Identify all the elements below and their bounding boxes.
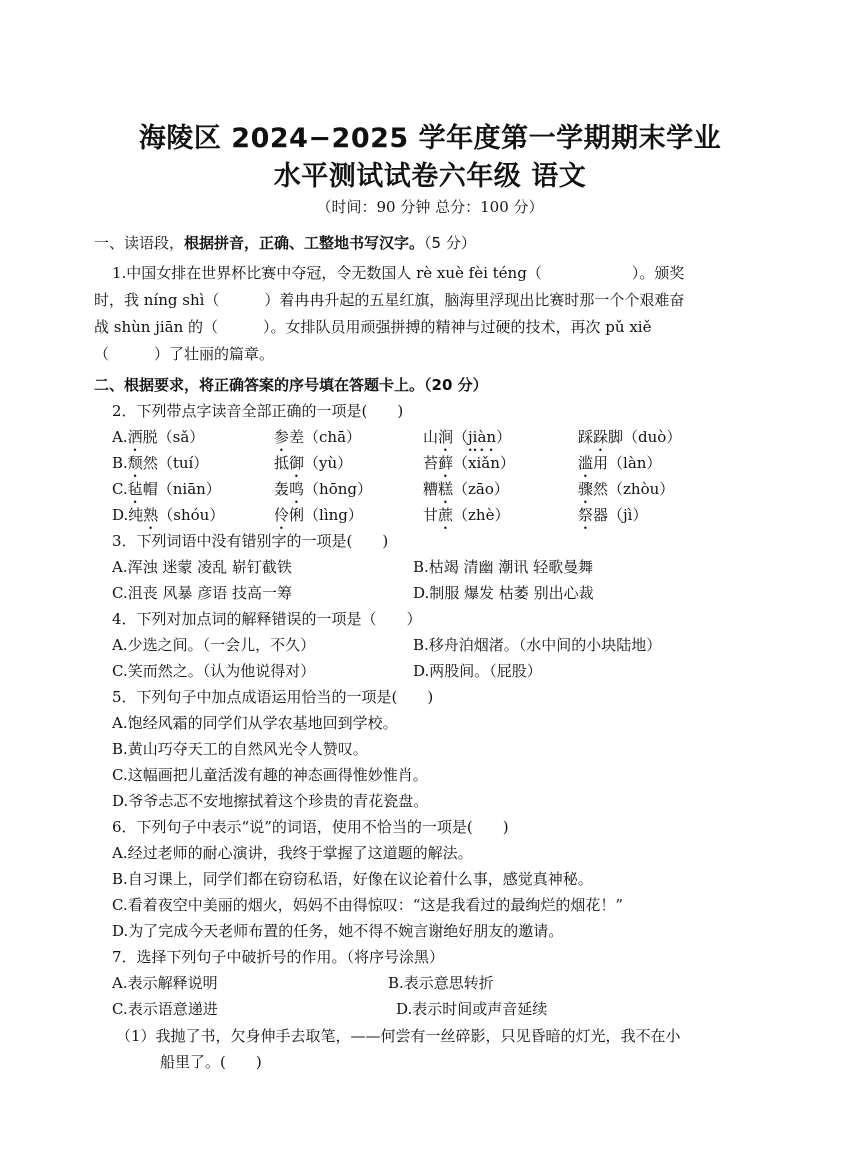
q1-line: 时，我 níng shì（ ）着冉冉升起的五星红旗，脑海里浮现出比赛时那一个个艰难奋 bbox=[94, 291, 685, 309]
q1-line: 1.中国女排在世界杯比赛中夺冠，令无数国人 rè xuè fèi téng（ ）。颁奖 bbox=[112, 264, 685, 282]
q3-option-a: A.浑浊 迷蒙 凌乱 崭钉截铁 bbox=[112, 558, 292, 576]
q5-option-b: B.黄山巧夺天工的自然风光令人赞叹。 bbox=[112, 740, 368, 758]
q2-option-a4: 踩跺脚（duò） bbox=[578, 428, 682, 446]
exam-title-line2: 水平测试试卷六年级 语文 bbox=[273, 161, 587, 192]
q2-option-b4: 滥用（làn） bbox=[578, 454, 662, 472]
q6-option-a: A.经过老师的耐心演讲，我终于掌握了这道题的解法。 bbox=[112, 844, 473, 862]
q3-option-d: D.制服 爆发 枯萎 别出心裁 bbox=[413, 584, 594, 602]
q5-option-c: C.这幅画把儿童活泼有趣的神态画得惟妙惟肖。 bbox=[112, 766, 428, 784]
q2-option-d1: D.纯熟（shóu） bbox=[112, 506, 225, 524]
q2-option-c2: 轰鸣（hōng） bbox=[274, 480, 372, 498]
q5-stem: 5．下列句子中加点成语运用恰当的一项是( ) bbox=[112, 688, 434, 706]
q2-option-b3: 苔藓（xiǎn） bbox=[423, 454, 515, 472]
q2-stem: 2．下列带点字读音全部正确的一项是( ) bbox=[112, 402, 404, 420]
q2-option-a3: 山涧（jiàn） bbox=[423, 428, 512, 446]
q7-sub1-line1: （1）我抛了书，欠身伸手去取笔，——何尝有一丝碎影，只见昏暗的灯光，我不在小 bbox=[116, 1027, 681, 1045]
q2-option-b1: B.颓然（tuí） bbox=[112, 454, 209, 472]
q7-option-c: C.表示语意递进 bbox=[112, 1000, 218, 1018]
q7-option-d: D.表示时间或声音延续 bbox=[396, 1000, 548, 1018]
q2-option-d3: 甘蔗（zhè） bbox=[423, 506, 510, 524]
q2-option-c3: 糟糕（zāo） bbox=[423, 480, 509, 498]
q5-option-a: A.饱经风霜的同学们从学农基地回到学校。 bbox=[112, 714, 398, 732]
q3-option-b: B.枯竭 清幽 潮讯 轻歌曼舞 bbox=[413, 558, 594, 576]
q2-option-b2: 抵御（yù） bbox=[274, 454, 353, 472]
q4-option-b: B.移舟泊烟渚。（水中间的小块陆地） bbox=[413, 636, 662, 654]
q2-option-d2: 伶俐（lìng） bbox=[274, 506, 363, 524]
q2-option-d4: 祭器（jì） bbox=[578, 506, 648, 524]
exam-meta: （时间：90 分钟 总分：100 分） bbox=[316, 198, 544, 216]
q1-line: （ ）了壮丽的篇章。 bbox=[94, 345, 275, 363]
q3-option-c: C.沮丧 风暴 彦语 技高一筹 bbox=[112, 584, 293, 602]
q7-option-b: B.表示意思转折 bbox=[388, 974, 494, 992]
q2-option-a2: 参差（chā） bbox=[274, 428, 362, 446]
q2-option-a1: A.洒脱（sǎ） bbox=[112, 428, 205, 446]
section1-heading bbox=[94, 232, 476, 254]
section1-score: （5 分） bbox=[424, 234, 476, 252]
q3-stem: 3．下列词语中没有错别字的一项是( ) bbox=[112, 532, 389, 550]
section1-prefix: 一、读语段， bbox=[94, 234, 185, 252]
q4-option-d: D.两股间。（屁股） bbox=[413, 662, 542, 680]
exam-title-line1: 海陵区 2024−2025 学年度第一学期期末学业 bbox=[138, 123, 722, 154]
section1-heading-bold: 根据拼音，正确、工整地书写汉字。 bbox=[184, 234, 425, 252]
q6-option-c: C.看着夜空中美丽的烟火，妈妈不由得惊叹：“这是我看过的最绚烂的烟花！” bbox=[112, 896, 624, 914]
q7-sub1-line2: 船里了。( ) bbox=[160, 1053, 262, 1071]
q6-option-d: D.为了完成今天老师布置的任务，她不得不婉言谢绝好朋友的邀请。 bbox=[112, 922, 564, 940]
q1-line: 战 shùn jiān 的（ ）。女排队员用顽强拼搏的精神与过硬的技术，再次 pǔ xiě bbox=[94, 318, 652, 336]
q7-stem: 7．选择下列句子中破折号的作用。（将序号涂黑） bbox=[112, 948, 445, 966]
q4-option-c: C.笑而然之。（认为他说得对） bbox=[112, 662, 316, 680]
q5-option-d: D.爷爷忐忑不安地擦拭着这个珍贵的青花瓷盘。 bbox=[112, 792, 429, 810]
q7-option-a: A.表示解释说明 bbox=[112, 974, 218, 992]
q6-stem: 6．下列句子中表示“说”的词语，使用不恰当的一项是( ) bbox=[112, 818, 509, 836]
q2-option-c4: 骤然（zhòu） bbox=[578, 480, 675, 498]
section2-heading: 二、根据要求，将正确答案的序号填在答题卡上。（20 分） bbox=[94, 376, 488, 394]
q6-option-b: B.自习课上，同学们都在窃窃私语，好像在议论着什么事，感觉真神秘。 bbox=[112, 870, 593, 888]
q4-stem: 4．下列对加点词的解释错误的一项是（ ） bbox=[112, 610, 422, 628]
q4-option-a: A.少选之间。（一会儿，不久） bbox=[112, 636, 316, 654]
q2-option-c1: C.毡帽（niān） bbox=[112, 480, 221, 498]
